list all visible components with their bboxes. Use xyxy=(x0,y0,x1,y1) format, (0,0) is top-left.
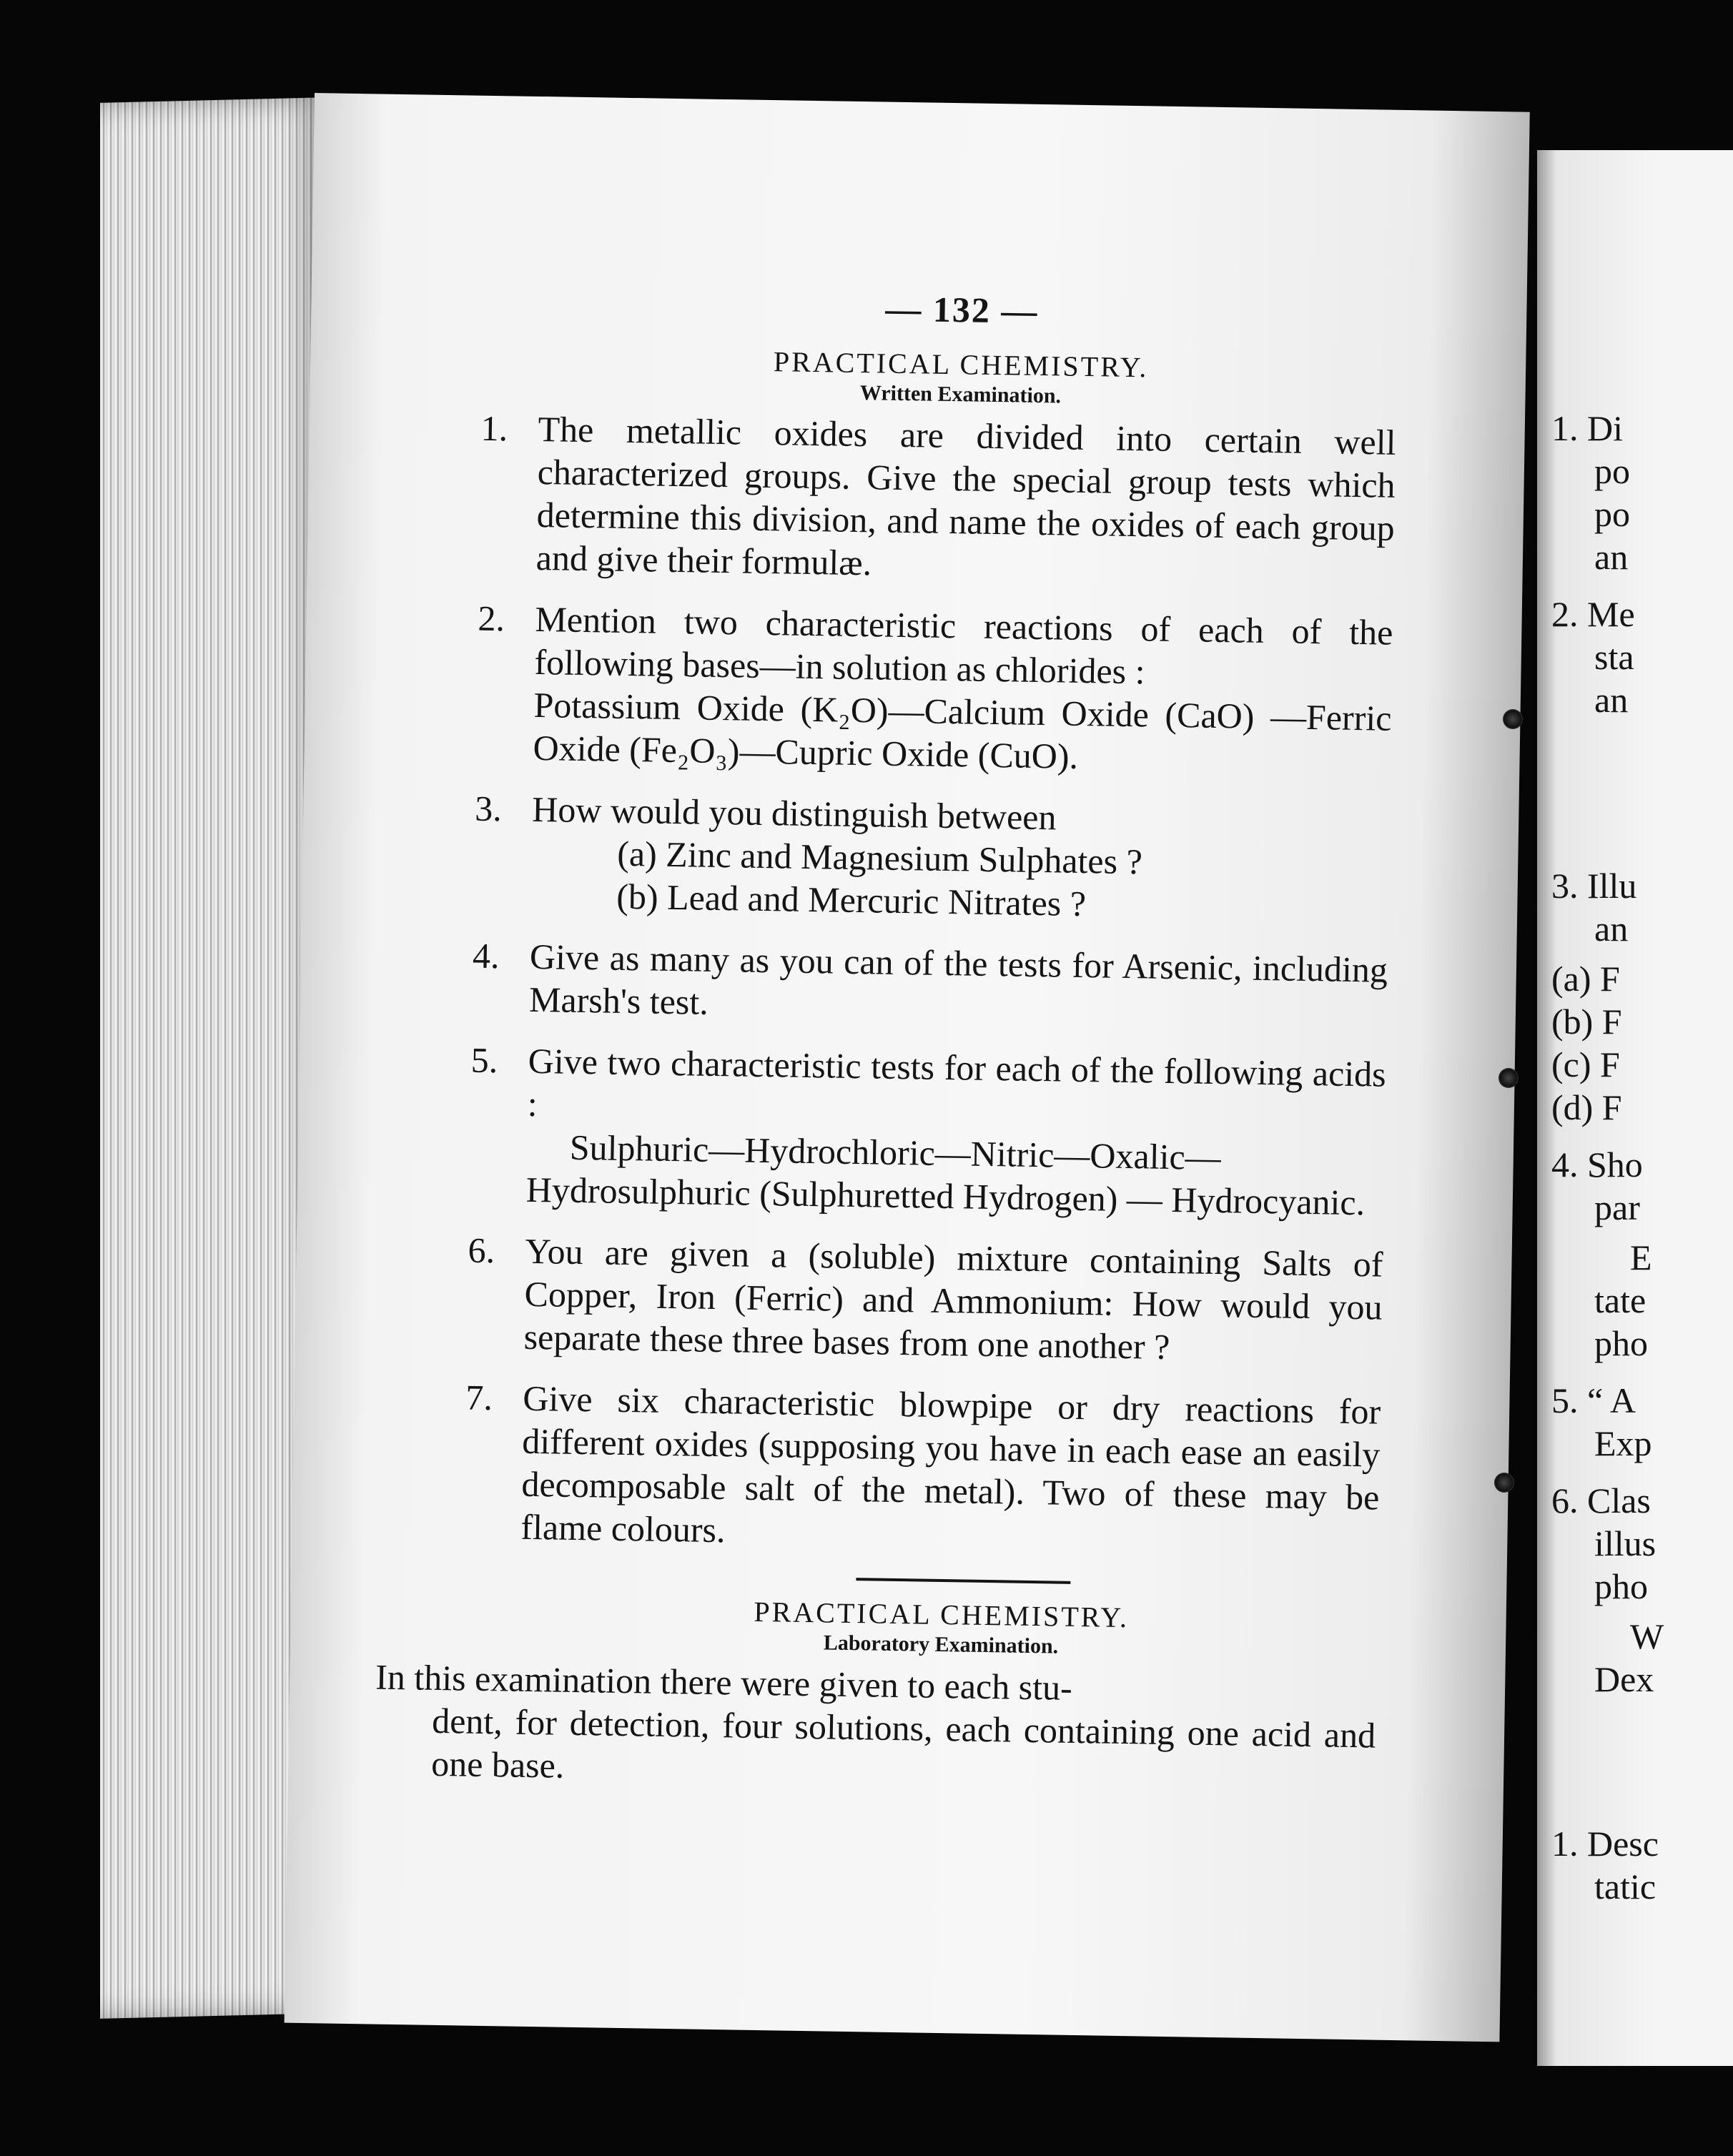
question-6 xyxy=(466,1229,1383,1372)
written-section-subtitle: Written Examination. xyxy=(859,381,1062,408)
question-text xyxy=(530,788,1391,930)
right-fragment: (a) F xyxy=(1551,959,1620,999)
right-fragment: sta xyxy=(1594,637,1634,677)
question-text xyxy=(525,1039,1386,1225)
intro-first-line: In this examination there were given to each stu- xyxy=(375,1656,1073,1708)
question-number: 5. xyxy=(470,1039,498,1081)
question-number: 7. xyxy=(465,1377,493,1418)
question-subitem-a: (a) Zinc and Magnesium Sulphates ? xyxy=(616,833,1143,882)
question-4 xyxy=(472,934,1388,1034)
right-fragment: 3. Illu xyxy=(1551,866,1637,906)
left-page xyxy=(285,93,1530,2042)
right-fragment: tatic xyxy=(1594,1866,1657,1907)
laboratory-section-subtitle: Laboratory Examination. xyxy=(823,1631,1059,1658)
page-number: — 132 — xyxy=(884,288,1039,331)
question-text: Give as many as you can of the tests for Arsenic, including Marsh's test. xyxy=(528,936,1388,1022)
question-line: How would you distinguish between xyxy=(531,788,1057,838)
right-fragment: po xyxy=(1594,451,1630,491)
right-fragment: (d) F xyxy=(1551,1087,1622,1127)
question-number: 4. xyxy=(472,935,500,976)
right-fragment: 4. Sho xyxy=(1551,1144,1643,1185)
right-fragment: 1. Di xyxy=(1551,408,1623,448)
right-page xyxy=(1537,150,1733,2066)
question-line: Mention two characteristic reactions of each of the following bases—in solution as chlorides : xyxy=(534,598,1393,692)
question-1 xyxy=(478,407,1396,593)
question-5 xyxy=(468,1039,1386,1225)
question-2 xyxy=(475,597,1393,783)
question-text: Give six characteristic blowpipe or dry reactions for different oxides (supposing you have in each ease an easily decomposable salt of the metal). Two of these may be flame colours. xyxy=(520,1378,1381,1551)
question-number: 1. xyxy=(480,407,508,449)
right-fragment: pho xyxy=(1594,1566,1648,1606)
question-subitem-b: (b) Lead and Mercuric Nitrates ? xyxy=(616,876,1087,924)
right-fragment: 1. Desc xyxy=(1551,1824,1659,1864)
laboratory-intro xyxy=(374,1656,1377,1800)
right-fragment: par xyxy=(1594,1187,1640,1227)
right-fragment: tate xyxy=(1594,1280,1646,1320)
right-fragment: Dex xyxy=(1594,1659,1654,1699)
question-text xyxy=(533,598,1393,783)
question-line: Sulphuric—Hydrochloric—Nitric—Oxalic— Hydrosulphuric (Sulphuretted Hydrogen) — Hydrocyanic. xyxy=(525,1127,1366,1223)
right-fragment: an xyxy=(1594,537,1629,577)
question-3 xyxy=(473,787,1391,930)
question-line: Potassium Oxide (K₂O)—Calcium Oxide (CaO) —Ferric Oxide (Fe₂O₃)—Cupric Oxide (CuO). xyxy=(533,684,1392,776)
written-section-title: PRACTICAL CHEMISTRY. xyxy=(773,345,1149,384)
section-divider xyxy=(856,1578,1070,1584)
right-fragment: pho xyxy=(1594,1323,1648,1363)
question-line: Give two characteristic tests for each of the following acids : xyxy=(527,1040,1387,1124)
right-fragment: Exp xyxy=(1594,1423,1652,1463)
right-fragment: 5. “ A xyxy=(1551,1380,1636,1420)
question-text: The metallic oxides are divided into certain well characterized groups. Give the special group tests which determine this division, and name the oxides of each group and give their formulæ. xyxy=(535,408,1396,583)
question-number: 6. xyxy=(468,1230,495,1271)
right-fragment: illus xyxy=(1594,1523,1657,1563)
right-fragment: an xyxy=(1594,909,1629,949)
right-fragment: an xyxy=(1594,680,1629,720)
right-fragment: W xyxy=(1630,1616,1664,1656)
question-number: 2. xyxy=(478,598,505,639)
intro-continuation: dent, for detection, four solutions, each containing one acid and one base. xyxy=(430,1700,1376,1786)
right-fragment: 6. Clas xyxy=(1551,1480,1651,1520)
right-fragment: (b) F xyxy=(1551,1002,1622,1042)
question-number: 3. xyxy=(474,788,503,829)
right-fragment: po xyxy=(1594,494,1630,534)
page-content xyxy=(375,282,1398,1800)
binding-staple xyxy=(1494,1473,1514,1493)
right-fragment: E xyxy=(1630,1237,1652,1277)
question-text: You are given a (soluble) mixture containing Salts of Copper, Iron (Ferric) and Ammonium: How would you separate these three bases from one another ? xyxy=(523,1230,1383,1368)
right-fragment: 2. Me xyxy=(1551,594,1635,634)
laboratory-section-title: PRACTICAL CHEMISTRY. xyxy=(754,1595,1130,1634)
binding-staple xyxy=(1503,709,1523,729)
binding-staple xyxy=(1499,1068,1519,1088)
right-fragment: (c) F xyxy=(1551,1044,1620,1084)
question-7 xyxy=(463,1376,1381,1562)
